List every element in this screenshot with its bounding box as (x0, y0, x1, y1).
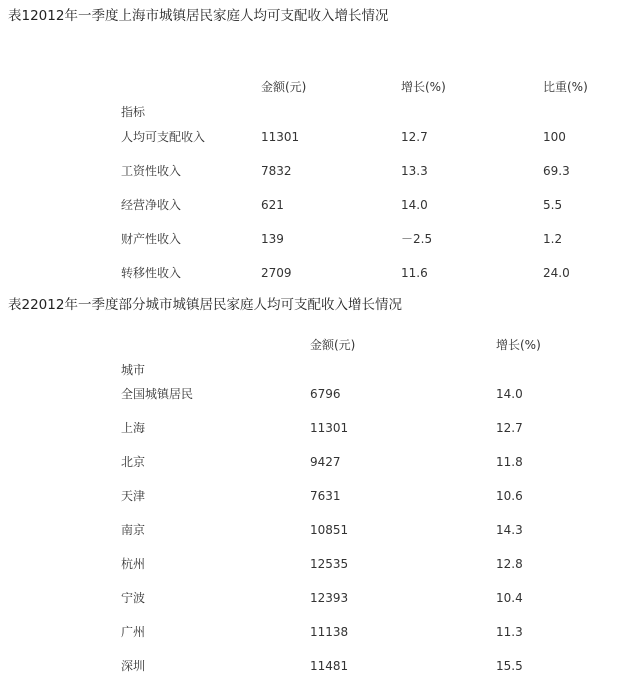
row-growth: 10.4 (496, 591, 523, 605)
row-share: 100 (543, 130, 566, 144)
row-label: 天津 (121, 489, 146, 503)
row-amount: 6796 (310, 387, 341, 401)
row-growth: 12.8 (496, 557, 523, 571)
row-amount: 2709 (261, 266, 292, 280)
table1-header-amount: 金额(元) (261, 80, 307, 94)
row-label: 杭州 (121, 557, 146, 571)
row-label: 广州 (121, 625, 146, 639)
row-growth: 14.3 (496, 523, 523, 537)
row-amount: 11481 (310, 659, 349, 673)
row-growth: 10.6 (496, 489, 523, 503)
row-amount: 11301 (310, 421, 349, 435)
row-growth: 11.8 (496, 455, 523, 469)
row-label: 财产性收入 (121, 232, 182, 246)
row-label: 上海 (121, 421, 146, 435)
table1-header-share: 比重(%) (543, 80, 588, 94)
row-amount: 10851 (310, 523, 349, 537)
row-growth: 14.0 (401, 198, 428, 212)
row-amount: 7832 (261, 164, 292, 178)
row-label: 宁波 (121, 591, 146, 605)
table1-header-growth: 增长(%) (401, 80, 446, 94)
row-amount: 12535 (310, 557, 349, 571)
row-growth: 12.7 (496, 421, 523, 435)
row-growth: 11.6 (401, 266, 428, 280)
table2-header-city: 城市 (121, 363, 146, 377)
row-amount: 11301 (261, 130, 300, 144)
row-label: 人均可支配收入 (121, 130, 206, 144)
row-label: 工资性收入 (121, 164, 182, 178)
row-amount: 621 (261, 198, 284, 212)
row-amount: 7631 (310, 489, 341, 503)
row-amount: 11138 (310, 625, 349, 639)
row-label: 经营净收入 (121, 198, 182, 212)
table2-header-growth: 增长(%) (496, 338, 541, 352)
row-amount: 139 (261, 232, 284, 246)
row-amount: 9427 (310, 455, 341, 469)
row-growth: 14.0 (496, 387, 523, 401)
row-share: 24.0 (543, 266, 570, 280)
row-label: 全国城镇居民 (121, 387, 194, 401)
row-growth: 12.7 (401, 130, 428, 144)
row-label: 转移性收入 (121, 266, 182, 280)
row-share: 5.5 (543, 198, 563, 212)
row-growth: 11.3 (496, 625, 523, 639)
row-growth: 15.5 (496, 659, 523, 673)
table2-title: 表22012年一季度部分城市城镇居民家庭人均可支配收入增长情况 (8, 297, 402, 313)
table1-header-indicator: 指标 (121, 105, 146, 119)
row-label: 南京 (121, 523, 146, 537)
row-growth: 13.3 (401, 164, 428, 178)
row-share: 69.3 (543, 164, 570, 178)
table2-header-amount: 金额(元) (310, 338, 356, 352)
row-share: 1.2 (543, 232, 563, 246)
row-label: 北京 (121, 455, 146, 469)
row-label: 深圳 (121, 659, 146, 673)
table1-title: 表12012年一季度上海市城镇居民家庭人均可支配收入增长情况 (8, 8, 389, 24)
row-growth: －2.5 (401, 232, 433, 246)
row-amount: 12393 (310, 591, 349, 605)
